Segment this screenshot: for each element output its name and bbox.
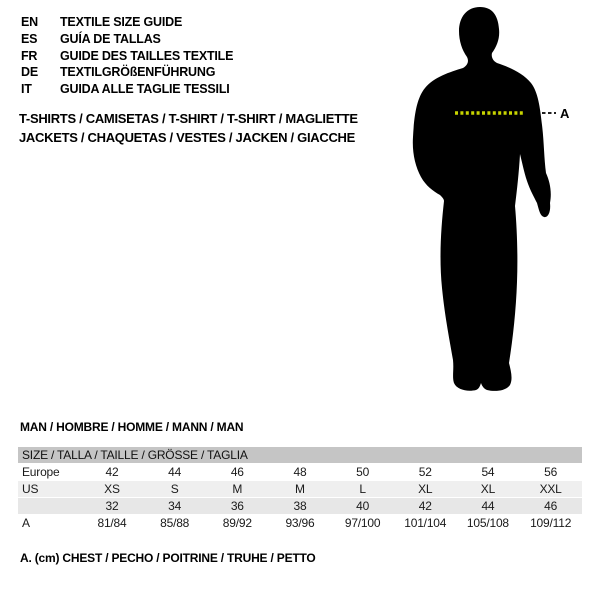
measure-label-a: A xyxy=(560,106,570,121)
size-cell: 93/96 xyxy=(269,515,332,532)
size-table-header: SIZE / TALLA / TAILLE / GRÖSSE / TAGLIA xyxy=(18,447,582,464)
table-row-europe xyxy=(18,464,582,481)
measurement-footnote: A. (cm) CHEST / PECHO / POITRINE / TRUHE / PETTO xyxy=(20,551,316,565)
size-cell: 42 xyxy=(81,464,144,481)
row-label: Europe xyxy=(18,464,81,481)
size-cell: M xyxy=(269,481,332,498)
size-cell: 54 xyxy=(457,464,520,481)
size-cell: 40 xyxy=(331,498,394,515)
size-cell: 56 xyxy=(519,464,582,481)
language-code: DE xyxy=(21,65,38,80)
size-cell: 89/92 xyxy=(206,515,269,532)
category-tshirts-line: T-SHIRTS / CAMISETAS / T-SHIRT / T-SHIRT / MAGLIETTE xyxy=(19,111,358,126)
row-label: US xyxy=(18,481,81,498)
size-cell: 36 xyxy=(206,498,269,515)
language-row xyxy=(21,81,233,98)
size-cell: 38 xyxy=(269,498,332,515)
language-guide-title: GUÍA DE TALLAS xyxy=(60,31,161,46)
language-row xyxy=(21,14,233,31)
size-cell: 85/88 xyxy=(143,515,206,532)
table-row-chest-a xyxy=(18,515,582,532)
category-jackets-line: JACKETS / CHAQUETAS / VESTES / JACKEN / GIACCHE xyxy=(19,130,355,145)
size-cell: 44 xyxy=(457,498,520,515)
size-cell: 50 xyxy=(331,464,394,481)
size-cell: 97/100 xyxy=(331,515,394,532)
size-cell: XS xyxy=(81,481,144,498)
size-cell: 34 xyxy=(143,498,206,515)
row-label xyxy=(18,498,81,515)
size-cell: M xyxy=(206,481,269,498)
size-cell: 52 xyxy=(394,464,457,481)
language-guide-list xyxy=(21,14,233,98)
size-cell: XL xyxy=(394,481,457,498)
language-guide-title: TEXTILE SIZE GUIDE xyxy=(60,15,183,29)
language-code: ES xyxy=(21,31,38,46)
language-row xyxy=(21,64,233,81)
size-cell: 32 xyxy=(81,498,144,515)
language-code: IT xyxy=(21,82,32,97)
size-cell: XL xyxy=(457,481,520,498)
size-table-header-row xyxy=(18,447,582,464)
size-cell: 109/112 xyxy=(519,515,582,532)
table-row-us xyxy=(18,481,582,498)
man-silhouette-icon xyxy=(413,7,551,391)
size-table xyxy=(18,447,582,532)
size-cell: XXL xyxy=(519,481,582,498)
language-row xyxy=(21,31,233,48)
man-silhouette-figure xyxy=(368,0,598,400)
size-cell: 105/108 xyxy=(457,515,520,532)
language-guide-title: GUIDE DES TAILLES TEXTILE xyxy=(60,48,234,63)
size-cell: L xyxy=(331,481,394,498)
silhouette-svg xyxy=(368,0,598,400)
size-cell: 46 xyxy=(206,464,269,481)
language-row xyxy=(21,48,233,65)
size-cell: S xyxy=(143,481,206,498)
table-row-us-numeric xyxy=(18,498,582,515)
language-code: FR xyxy=(21,48,38,63)
size-cell: 42 xyxy=(394,498,457,515)
row-label: A xyxy=(18,515,81,532)
size-cell: 44 xyxy=(143,464,206,481)
language-code: EN xyxy=(21,15,38,29)
size-cell: 81/84 xyxy=(81,515,144,532)
size-cell: 101/104 xyxy=(394,515,457,532)
section-title-man: MAN / HOMBRE / HOMME / MANN / MAN xyxy=(20,420,244,434)
size-cell: 46 xyxy=(519,498,582,515)
size-cell: 48 xyxy=(269,464,332,481)
language-guide-title: TEXTILGRÖßENFÜHRUNG xyxy=(60,65,216,80)
garment-categories xyxy=(19,109,358,147)
language-guide-title: GUIDA ALLE TAGLIE TESSILI xyxy=(60,82,230,97)
